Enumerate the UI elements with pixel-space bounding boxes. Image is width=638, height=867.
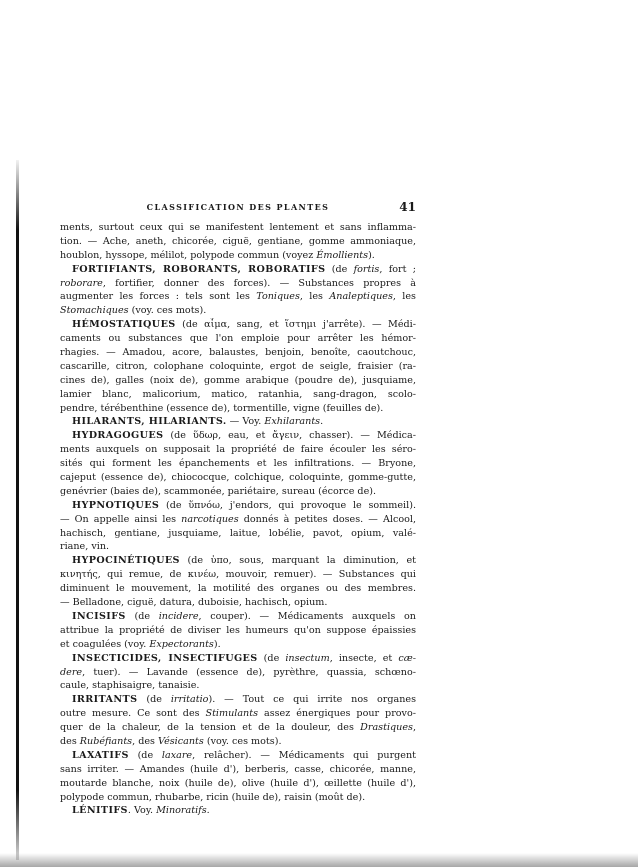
text-run: attribue la propriété de diviser les humeurs qu'on suppose épaissies: [60, 624, 416, 636]
text-run: pendre, térébenthine (essence de), tormentille, vigne (feuilles de).: [60, 402, 384, 414]
text-run: , des: [132, 735, 159, 747]
text-line: [60, 221, 416, 235]
text-run: (voy. ces mots).: [128, 305, 207, 317]
text-line: [60, 360, 416, 374]
italic-term: laxare: [161, 749, 193, 761]
italic-term: Expectorants: [149, 638, 214, 650]
italic-term: Exhilarants: [264, 416, 321, 428]
text-run: donnés à petites doses. — Alcool,: [238, 513, 416, 525]
text-run: , les: [392, 291, 416, 303]
text-line: [60, 652, 416, 666]
text-run: κινητής, qui remue, de κινέω, mouvoir, remuer). — Substances qui: [60, 569, 416, 581]
running-head: [60, 202, 416, 218]
text-run: riane, vin.: [60, 541, 110, 553]
text-line: [60, 402, 416, 416]
italic-term: incidere: [158, 610, 199, 622]
italic-term: fortis: [353, 263, 380, 275]
text-run: ). — Tout ce qui irrite nos organes: [208, 694, 416, 706]
italic-term: Toniques: [256, 291, 300, 303]
text-run: sans irriter. — Amandes (huile d'), berberis, casse, chicorée, manne,: [60, 763, 416, 775]
text-line: [60, 804, 416, 818]
text-run: (de ὕδωρ, eau, et ἄγειν, chasser). — Médica-: [163, 430, 416, 442]
entry-headword: HYDRAGOGUES: [72, 430, 164, 442]
text-line: [60, 429, 416, 443]
entry-headword: HYPOCINÉTIQUES: [72, 555, 180, 567]
text-line: [60, 235, 416, 249]
text-run: ments, surtout ceux qui se manifestent lentement et sans inflamma-: [60, 222, 416, 233]
text-run: (de αἷμα, sang, et ἵστημι j'arrête). — Médi-: [175, 319, 416, 331]
text-run: tion. — Ache, aneth, chicorée, ciguë, gentiane, gomme ammoniaque,: [60, 235, 416, 247]
text-run: caments ou substances que l'on emploie pour arrêter les hémor-: [60, 333, 416, 345]
text-run: ments auxquels on supposait la propriété de faire écouler les séro-: [60, 444, 416, 456]
text-line: [60, 721, 416, 735]
text-run: ,: [412, 722, 416, 734]
text-run: , fort ;: [379, 263, 416, 275]
text-run: (voy. ces mots).: [203, 735, 282, 747]
text-run: (de: [325, 263, 354, 275]
text-run: , couper). — Médicaments auxquels on: [198, 610, 416, 622]
text-run: lamier blanc, malicorium, matico, ratanhia, sang-dragon, scolo-: [60, 388, 416, 400]
italic-term: Drastiques: [360, 722, 413, 734]
italic-term: dere: [60, 666, 83, 678]
text-run: outre mesure. Ce sont des: [60, 708, 206, 720]
text-line: [60, 735, 416, 749]
text-line: [60, 277, 416, 291]
text-line: [60, 318, 416, 332]
italic-term: insectum: [285, 652, 330, 664]
text-line: [60, 443, 416, 457]
entry-headword: HILARANTS, HILARIANTS.: [72, 416, 227, 428]
text-line: [60, 610, 416, 624]
page-number: 41: [399, 200, 416, 214]
text-run: , les: [299, 291, 330, 303]
italic-term: Rubéfiants: [79, 735, 133, 747]
text-line: [60, 693, 416, 707]
text-line: [60, 554, 416, 568]
entry-headword: FORTIFIANTS, ROBORANTS, ROBORATIFS: [72, 263, 326, 275]
text-run: cascarille, citron, colophane coloquinte, ergot de seigle, fraisier (ra-: [60, 360, 416, 372]
text-run: — On appelle ainsi les: [60, 513, 182, 525]
text-line: [60, 471, 416, 485]
italic-term: irritatio: [170, 694, 209, 706]
text-run: sités qui forment les épanchements et les infiltrations. — Bryone,: [60, 458, 416, 470]
text-run: , relâcher). — Médicaments qui purgent: [192, 749, 416, 761]
text-line: [60, 332, 416, 346]
entry-headword: INSECTICIDES, INSECTIFUGES: [72, 652, 258, 664]
text-run: moutarde blanche, noix (huile de), olive (huile d'), œillette (huile d'),: [60, 777, 416, 789]
entry-headword: HÉMOSTATIQUES: [72, 319, 176, 331]
text-run: ).: [368, 249, 375, 261]
text-run: cajeput (essence de), chiococque, colchique, coloquinte, gomme-gutte,: [60, 472, 416, 484]
text-run: — Voy.: [226, 416, 265, 428]
text-line: [60, 791, 416, 805]
text-line: [60, 777, 416, 791]
text-line: [60, 304, 416, 318]
text-line: [60, 707, 416, 721]
entry-headword: HYPNOTIQUES: [72, 499, 160, 511]
text-line: [60, 346, 416, 360]
italic-term: Stimulants: [205, 708, 259, 720]
text-line: [60, 638, 416, 652]
text-run: polypode commun, rhubarbe, ricin (huile de), raisin (moût de).: [60, 791, 366, 803]
entry-headword: INCISIFS: [72, 610, 126, 622]
text-line: [60, 749, 416, 763]
text-line: [60, 513, 416, 527]
text-run: (de: [257, 652, 286, 664]
text-run: rhagies. — Amadou, acore, balaustes, benjoin, benoîte, caoutchouc,: [60, 347, 416, 359]
text-run: houblon, hyssope, mélilot, polypode commun (voyez: [60, 249, 317, 261]
running-title: CLASSIFICATION DES PLANTES: [146, 202, 330, 212]
text-run: cines de), galles (noix de), gomme arabique (poudre de), jusquiame,: [60, 374, 416, 386]
italic-term: roborare: [60, 277, 103, 289]
italic-term: Stomachiques: [60, 305, 129, 317]
text-line: [60, 388, 416, 402]
text-run: diminuent le mouvement, la motilité des organes ou des membres.: [60, 583, 416, 595]
text-run: .: [320, 416, 324, 428]
text-line: [60, 249, 416, 263]
text-run: .: [206, 805, 210, 817]
text-line: [60, 290, 416, 304]
italic-term: cæ-: [398, 652, 416, 664]
text-run: (de: [128, 749, 162, 761]
entry-headword: LÉNITIFS: [72, 805, 128, 817]
text-line: [60, 457, 416, 471]
text-run: caule, staphisaigre, tanaisie.: [60, 680, 200, 692]
entry-headword: IRRITANTS: [72, 694, 138, 706]
text-line: [60, 540, 416, 554]
text-run: assez énergiques pour provo-: [258, 708, 416, 720]
text-line: [60, 263, 416, 277]
text-run: (de: [125, 610, 159, 622]
text-line: [60, 527, 416, 541]
text-run: — Belladone, ciguë, datura, duboisie, hachisch, opium.: [60, 597, 328, 609]
text-run: augmenter les forces : tels sont les: [60, 291, 257, 303]
text-run: genévrier (baies de), scammonée, pariétaire, sureau (écorce de).: [60, 485, 377, 497]
italic-term: Vésicants: [158, 735, 204, 747]
text-run: ).: [213, 638, 221, 650]
text-line: [60, 485, 416, 499]
text-line: [60, 499, 416, 513]
italic-term: Émollients: [316, 249, 369, 261]
text-run: , fortifier, donner des forces). — Substances propres à: [102, 277, 416, 289]
text-line: [60, 374, 416, 388]
text-run: hachisch, gentiane, jusquiame, laitue, lobélie, pavot, opium, valé-: [60, 527, 416, 539]
text-line: [60, 666, 416, 680]
text-run: , tuer). — Lavande (essence de), pyrèthre, quassia, schœno-: [82, 666, 416, 678]
body-text: [60, 221, 416, 818]
italic-term: Minoratifs: [156, 805, 207, 817]
text-run: des: [60, 735, 80, 747]
text-line: [60, 568, 416, 582]
text-line: [60, 763, 416, 777]
italic-term: Analeptiques: [329, 291, 393, 303]
text-line: [60, 415, 416, 429]
italic-term: narcotiques: [181, 513, 239, 525]
page-bottom-shadow: [0, 853, 638, 867]
text-run: (de ὕπνόω, j'endors, qui provoque le sommeil).: [159, 499, 416, 511]
text-line: [60, 582, 416, 596]
text-run: (de ὑπο, sous, marquant la diminution, et: [179, 555, 416, 567]
text-line: [60, 624, 416, 638]
page-edge-shadow: [16, 160, 19, 860]
entry-headword: LAXATIFS: [72, 749, 129, 761]
text-run: et coagulées (voy.: [60, 638, 150, 650]
text-run: . Voy.: [127, 805, 157, 817]
text-line: [60, 596, 416, 610]
text-run: (de: [137, 694, 171, 706]
text-run: quer de la chaleur, de la tension et de la douleur, des: [60, 722, 361, 734]
text-line: [60, 679, 416, 693]
text-run: , insecte, et: [329, 652, 399, 664]
